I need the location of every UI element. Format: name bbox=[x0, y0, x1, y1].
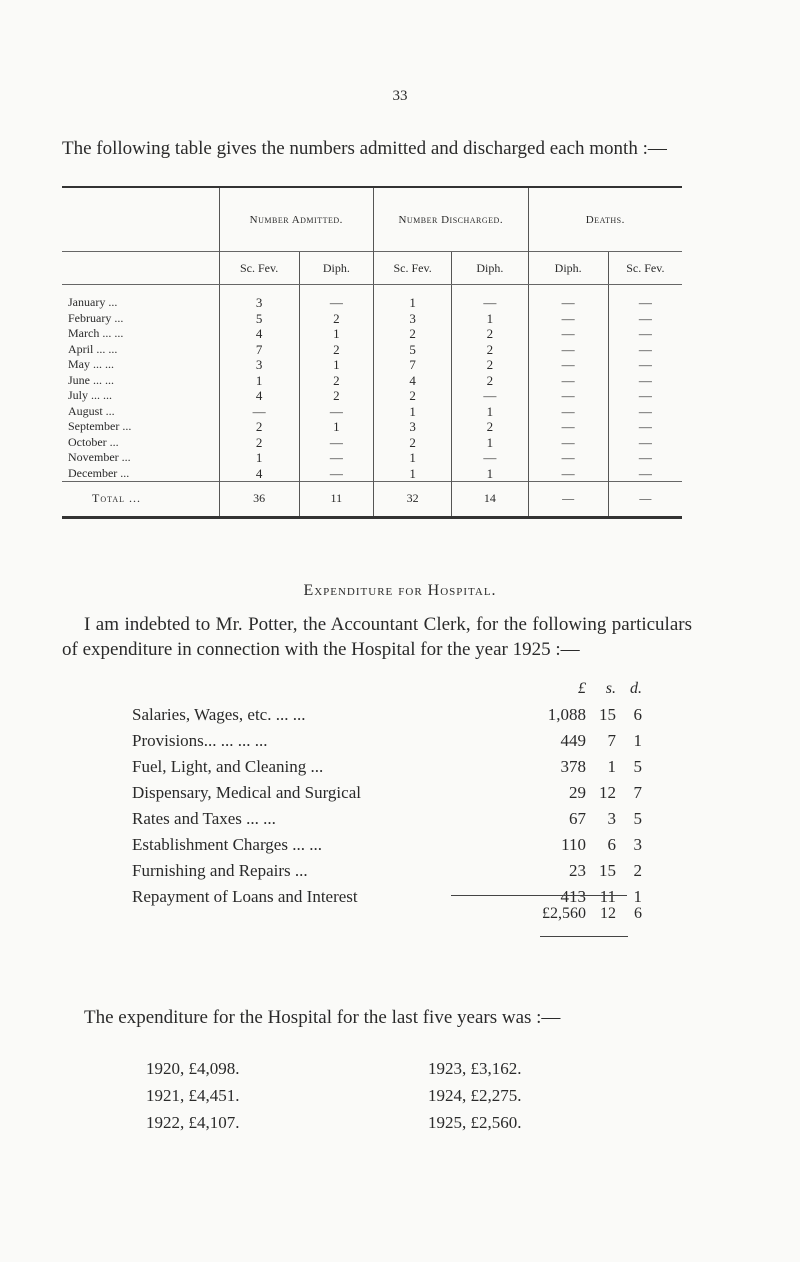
subheader: Sc. Fev. bbox=[219, 252, 299, 285]
table-cell: — bbox=[299, 450, 373, 466]
table-cell: 2 bbox=[373, 388, 451, 404]
table-cell: 1 bbox=[373, 285, 451, 311]
pence-header: d. bbox=[630, 680, 642, 697]
month-cell: March ... ... bbox=[68, 326, 124, 340]
amount-shillings: 3 bbox=[607, 809, 616, 828]
table-cell: — bbox=[528, 357, 608, 373]
table-cell: — bbox=[608, 466, 682, 482]
amount-pounds: 110 bbox=[561, 835, 586, 854]
expenditure-intro: I am indebted to Mr. Potter, the Accountant Clerk, for the following particulars of expenditure in connection with the Hospital for the year 1925 :— bbox=[62, 614, 692, 660]
amount-pence: 3 bbox=[633, 835, 642, 854]
month-cell: May ... ... bbox=[68, 357, 114, 371]
total-cell: — bbox=[608, 482, 682, 518]
table-cell: 3 bbox=[219, 285, 299, 311]
expenditure-label: Dispensary, Medical and Surgical bbox=[132, 783, 361, 802]
table-cell: 2 bbox=[452, 373, 528, 389]
table-row bbox=[62, 285, 682, 311]
amount-pence: 7 bbox=[633, 783, 642, 802]
table-cell: 2 bbox=[299, 388, 373, 404]
month-cell: April ... ... bbox=[68, 341, 118, 356]
table-cell: 2 bbox=[299, 373, 373, 389]
admissions-table bbox=[62, 186, 682, 519]
table-cell: 3 bbox=[373, 311, 451, 327]
amount-pounds: 413 bbox=[560, 887, 586, 906]
amount-pounds: 29 bbox=[569, 783, 586, 802]
table-cell: — bbox=[608, 388, 682, 404]
table-cell: — bbox=[528, 404, 608, 420]
amount-pence: 6 bbox=[633, 705, 642, 724]
year-entry: 1922, £4,107. bbox=[146, 1113, 240, 1132]
table-row bbox=[62, 342, 682, 358]
expenditure-label: Repayment of Loans and Interest bbox=[132, 887, 358, 906]
amount-pence: 5 bbox=[633, 757, 642, 776]
table-cell: — bbox=[608, 311, 682, 327]
table-cell: 1 bbox=[452, 466, 528, 482]
table-cell: 2 bbox=[219, 419, 299, 435]
table-cell: — bbox=[528, 450, 608, 466]
month-cell: January ... bbox=[68, 295, 118, 309]
table-row bbox=[62, 435, 682, 451]
year-entry: 1923, £3,162. bbox=[428, 1059, 522, 1078]
table-cell: — bbox=[608, 373, 682, 389]
sum-rule-bottom bbox=[540, 936, 628, 937]
month-cell: December ... bbox=[68, 465, 130, 480]
table-cell: 5 bbox=[219, 311, 299, 327]
month-cell: July ... ... bbox=[68, 388, 113, 402]
expenditure-label: Establishment Charges ... ... bbox=[132, 835, 322, 854]
table-intro: The following table gives the numbers admitted and discharged each month :— bbox=[62, 138, 667, 159]
shillings-header: s. bbox=[605, 680, 616, 697]
expenditure-column-headers bbox=[132, 676, 642, 702]
expenditure-total bbox=[132, 901, 642, 927]
expenditure-item bbox=[132, 806, 642, 832]
table-row bbox=[62, 450, 682, 466]
expenditure-item bbox=[132, 858, 642, 884]
amount-shillings: 15 bbox=[599, 861, 616, 880]
table-cell: 2 bbox=[219, 435, 299, 451]
table-cell: — bbox=[608, 450, 682, 466]
table-cell: 4 bbox=[219, 466, 299, 482]
expenditure-label: Rates and Taxes ... ... bbox=[132, 809, 276, 828]
expenditure-heading: Expenditure for Hospital. bbox=[303, 582, 497, 599]
total-cell: 11 bbox=[299, 482, 373, 518]
subheader: Diph. bbox=[452, 252, 528, 285]
table-cell: — bbox=[299, 435, 373, 451]
table-cell: — bbox=[528, 419, 608, 435]
table-row bbox=[62, 404, 682, 420]
table-cell: — bbox=[528, 466, 608, 482]
subheader: Diph. bbox=[299, 252, 373, 285]
pounds-header: £ bbox=[578, 680, 586, 697]
expenditure-label: Fuel, Light, and Cleaning ... bbox=[132, 757, 324, 776]
expenditure-label: Provisions... ... ... ... bbox=[132, 731, 268, 750]
amount-shillings: 11 bbox=[599, 887, 616, 906]
sum-rule-top bbox=[451, 895, 627, 896]
table-cell: 2 bbox=[452, 357, 528, 373]
table-cell: — bbox=[608, 419, 682, 435]
month-cell: November ... bbox=[68, 450, 131, 464]
five-years-intro: The expenditure for the Hospital for the last five years was :— bbox=[84, 1007, 561, 1028]
year-entry: 1920, £4,098. bbox=[146, 1059, 240, 1078]
expenditure-item bbox=[132, 702, 642, 728]
expenditure-label: Salaries, Wages, etc. ... ... bbox=[132, 705, 306, 724]
amount-pounds: 449 bbox=[560, 731, 586, 750]
expenditure-item bbox=[132, 780, 642, 806]
table-cell: 1 bbox=[452, 435, 528, 451]
table-cell: 4 bbox=[219, 326, 299, 342]
total-shillings: 12 bbox=[600, 905, 616, 922]
table-cell: 1 bbox=[373, 404, 451, 420]
table-cell: — bbox=[299, 466, 373, 482]
table-cell: 1 bbox=[452, 311, 528, 327]
table-cell: 3 bbox=[219, 357, 299, 373]
table-cell: 2 bbox=[452, 419, 528, 435]
expenditure-list bbox=[132, 676, 642, 910]
month-cell: September ... bbox=[68, 419, 132, 433]
header-admitted: Number Admitted. bbox=[219, 188, 373, 252]
table-row bbox=[62, 388, 682, 404]
table-cell: — bbox=[452, 450, 528, 466]
table-cell: — bbox=[528, 388, 608, 404]
expenditure-item bbox=[132, 754, 642, 780]
amount-pounds: 378 bbox=[560, 757, 586, 776]
amount-pence: 5 bbox=[633, 809, 642, 828]
table-cell: — bbox=[608, 357, 682, 373]
total-cell: 14 bbox=[452, 482, 528, 518]
table-cell: — bbox=[608, 435, 682, 451]
table-cell: 2 bbox=[299, 342, 373, 358]
month-cell: June ... ... bbox=[68, 372, 114, 387]
total-pounds: £2,560 bbox=[542, 905, 586, 922]
table-cell: 1 bbox=[299, 357, 373, 373]
table-cell: — bbox=[528, 285, 608, 311]
amount-pounds: 67 bbox=[569, 809, 586, 828]
table-cell: 3 bbox=[373, 419, 451, 435]
table-cell: 7 bbox=[219, 342, 299, 358]
table-cell: 2 bbox=[373, 326, 451, 342]
total-cell: — bbox=[528, 482, 608, 518]
table-cell: — bbox=[299, 285, 373, 311]
expenditure-item bbox=[132, 832, 642, 858]
year-entry: 1921, £4,451. bbox=[146, 1086, 240, 1105]
month-cell: October ... bbox=[68, 434, 119, 449]
table-cell: — bbox=[608, 404, 682, 420]
table-cell: 1 bbox=[219, 373, 299, 389]
amount-shillings: 1 bbox=[607, 757, 616, 776]
table-row bbox=[62, 373, 682, 389]
total-row bbox=[62, 482, 682, 518]
table-row bbox=[62, 311, 682, 327]
table-cell: — bbox=[528, 342, 608, 358]
month-cell: August ... bbox=[68, 403, 115, 418]
month-cell: February ... bbox=[68, 310, 124, 325]
amount-pence: 2 bbox=[633, 861, 642, 880]
year-entry: 1925, £2,560. bbox=[428, 1113, 522, 1132]
table-row bbox=[62, 419, 682, 435]
table-cell: — bbox=[528, 435, 608, 451]
table-cell: 2 bbox=[299, 311, 373, 327]
subheader: Sc. Fev. bbox=[608, 252, 682, 285]
table-cell: — bbox=[608, 342, 682, 358]
subheader: Diph. bbox=[528, 252, 608, 285]
amount-shillings: 12 bbox=[599, 783, 616, 802]
table-cell: — bbox=[528, 311, 608, 327]
table-body bbox=[62, 285, 682, 482]
table-row bbox=[62, 326, 682, 342]
total-pence: 6 bbox=[634, 905, 642, 922]
table-cell: — bbox=[608, 285, 682, 311]
table-cell: — bbox=[452, 285, 528, 311]
table-row bbox=[62, 466, 682, 482]
table-cell: — bbox=[299, 404, 373, 420]
table-cell: — bbox=[528, 373, 608, 389]
table-cell: 1 bbox=[373, 450, 451, 466]
expenditure-label: Furnishing and Repairs ... bbox=[132, 861, 308, 880]
table-cell: 5 bbox=[373, 342, 451, 358]
total-label: Total ... bbox=[62, 482, 219, 518]
table-cell: — bbox=[608, 326, 682, 342]
table-cell: 1 bbox=[452, 404, 528, 420]
table-cell: 1 bbox=[219, 450, 299, 466]
table-cell: — bbox=[219, 404, 299, 420]
table-row bbox=[62, 357, 682, 373]
table-cell: 1 bbox=[299, 419, 373, 435]
table-cell: 4 bbox=[373, 373, 451, 389]
table-cell: — bbox=[528, 326, 608, 342]
amount-pounds: 23 bbox=[569, 861, 586, 880]
table-cell: 2 bbox=[452, 326, 528, 342]
amount-pence: 1 bbox=[633, 887, 642, 906]
header-deaths: Deaths. bbox=[528, 188, 682, 252]
expenditure-item bbox=[132, 728, 642, 754]
header-discharged: Number Discharged. bbox=[373, 188, 528, 252]
table-cell: 1 bbox=[299, 326, 373, 342]
table-cell: 2 bbox=[452, 342, 528, 358]
table-cell: 1 bbox=[373, 466, 451, 482]
page-number: 33 bbox=[392, 88, 408, 104]
table-cell: 4 bbox=[219, 388, 299, 404]
table-cell: 7 bbox=[373, 357, 451, 373]
amount-shillings: 7 bbox=[607, 731, 616, 750]
amount-shillings: 6 bbox=[607, 835, 616, 854]
total-cell: 32 bbox=[373, 482, 451, 518]
year-entry: 1924, £2,275. bbox=[428, 1086, 522, 1105]
table-cell: 2 bbox=[373, 435, 451, 451]
amount-pounds: 1,088 bbox=[547, 705, 586, 724]
table-cell: — bbox=[452, 388, 528, 404]
total-cell: 36 bbox=[219, 482, 299, 518]
amount-shillings: 15 bbox=[599, 705, 616, 724]
amount-pence: 1 bbox=[633, 731, 642, 750]
subheader: Sc. Fev. bbox=[373, 252, 451, 285]
